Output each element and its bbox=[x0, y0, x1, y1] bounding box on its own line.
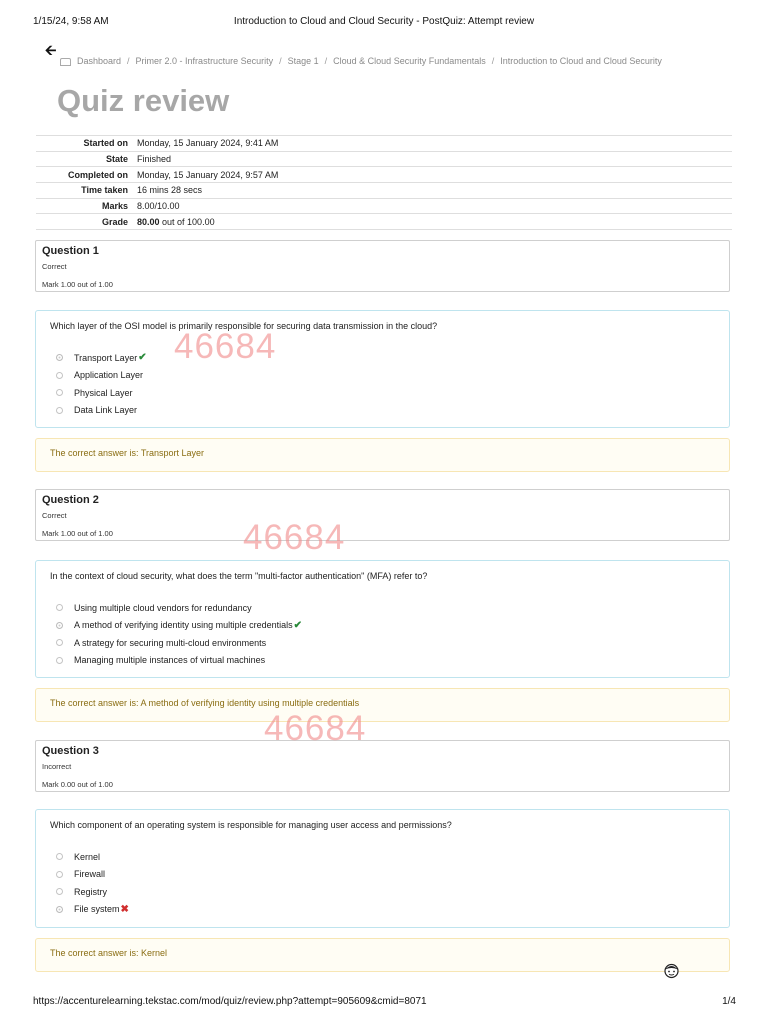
answer-label: A strategy for securing multi-cloud environments bbox=[74, 637, 267, 648]
cross-icon: ✖ bbox=[120, 903, 129, 915]
correct-answer-text: The correct answer is: Transport Layer bbox=[50, 448, 205, 458]
radio-button[interactable] bbox=[56, 888, 63, 895]
breadcrumb-separator: / bbox=[491, 56, 495, 66]
summary-label: Completed on bbox=[36, 167, 137, 183]
answer-label: File system bbox=[74, 904, 120, 915]
check-icon: ✔ bbox=[293, 619, 303, 631]
radio-button[interactable] bbox=[56, 639, 63, 646]
summary-label: Time taken bbox=[36, 183, 137, 199]
attempt-summary-table bbox=[36, 135, 732, 230]
radio-button[interactable] bbox=[56, 871, 63, 878]
grade-value: 80.00 bbox=[137, 216, 160, 227]
breadcrumb-course[interactable]: Primer 2.0 - Infrastructure Security bbox=[135, 56, 274, 66]
summary-row-marks bbox=[36, 198, 732, 214]
breadcrumb-separator: / bbox=[127, 56, 130, 66]
breadcrumb-section[interactable]: Cloud & Cloud Security Fundamentals bbox=[333, 56, 486, 66]
breadcrumb-activity[interactable]: Introduction to Cloud and Cloud Security bbox=[500, 56, 662, 66]
question-1-info bbox=[35, 240, 730, 292]
answer-label: Using multiple cloud vendors for redundancy bbox=[74, 602, 252, 613]
radio-button[interactable] bbox=[56, 389, 63, 396]
answer-option[interactable] bbox=[56, 617, 302, 635]
radio-button[interactable] bbox=[56, 657, 63, 664]
question-3-feedback bbox=[35, 938, 730, 972]
watermark: 46684 bbox=[243, 518, 346, 557]
radio-button[interactable] bbox=[56, 604, 63, 611]
summary-row-time bbox=[36, 183, 732, 199]
mascot-face-icon[interactable] bbox=[663, 962, 680, 979]
question-text: In the context of cloud security, what does the term "multi-factor authentication" (MFA) refer to? bbox=[50, 571, 428, 581]
breadcrumb-separator: / bbox=[324, 56, 328, 66]
summary-value: 16 mins 28 secs bbox=[137, 183, 732, 199]
breadcrumb-separator: / bbox=[279, 56, 282, 66]
summary-label: Grade bbox=[36, 214, 137, 230]
question-number: Question 3 bbox=[42, 745, 99, 757]
print-title: Introduction to Cloud and Cloud Security - PostQuiz: Attempt review bbox=[233, 16, 535, 27]
question-2-info bbox=[35, 489, 730, 541]
watermark: 46684 bbox=[174, 327, 277, 366]
answer-label: A method of verifying identity using multiple credentials bbox=[74, 620, 293, 631]
answer-option[interactable] bbox=[56, 866, 129, 884]
question-1-feedback bbox=[35, 438, 730, 472]
grade-out-of: out of 100.00 bbox=[159, 216, 215, 227]
question-mark: Mark 0.00 out of 1.00 bbox=[42, 780, 113, 789]
watermark: 46684 bbox=[264, 709, 367, 748]
summary-label: State bbox=[36, 151, 137, 167]
breadcrumb-dashboard[interactable]: Dashboard bbox=[77, 56, 122, 66]
radio-button[interactable] bbox=[56, 853, 63, 860]
arrow-left-icon[interactable]: 🡨 bbox=[45, 42, 57, 58]
print-header bbox=[0, 16, 768, 30]
home-icon[interactable] bbox=[60, 58, 71, 66]
question-3-info bbox=[35, 740, 730, 792]
summary-value: Finished bbox=[137, 151, 732, 167]
question-3-content bbox=[35, 809, 730, 928]
answer-option[interactable] bbox=[56, 883, 129, 901]
correct-answer-text: The correct answer is: Kernel bbox=[50, 948, 168, 958]
summary-value: Monday, 15 January 2024, 9:57 AM bbox=[137, 167, 732, 183]
summary-row-grade bbox=[36, 214, 732, 230]
question-text: Which component of an operating system is responsible for managing user access and permissions? bbox=[50, 820, 452, 830]
breadcrumb-stage[interactable]: Stage 1 bbox=[287, 56, 319, 66]
question-2-content bbox=[35, 560, 730, 678]
answer-option[interactable] bbox=[56, 402, 147, 420]
radio-selected[interactable] bbox=[56, 354, 63, 361]
answer-label: Physical Layer bbox=[74, 387, 133, 398]
summary-value: 8.00/10.00 bbox=[137, 198, 732, 214]
answer-label: Application Layer bbox=[74, 370, 144, 381]
question-state: Correct bbox=[42, 262, 67, 271]
answer-option[interactable] bbox=[56, 599, 302, 617]
radio-selected[interactable] bbox=[56, 906, 63, 913]
question-mark: Mark 1.00 out of 1.00 bbox=[42, 280, 113, 289]
answer-option[interactable] bbox=[56, 848, 129, 866]
answer-label: Firewall bbox=[74, 869, 106, 880]
summary-label: Marks bbox=[36, 198, 137, 214]
answer-label: Kernel bbox=[74, 851, 101, 862]
print-url: https://accenturelearning.tekstac.com/mod/quiz/review.php?attempt=905609&cmid=8071 bbox=[33, 996, 427, 1007]
answer-label: Data Link Layer bbox=[74, 405, 138, 416]
answer-option[interactable] bbox=[56, 367, 147, 385]
page-title: Quiz review bbox=[57, 83, 230, 118]
summary-row-state bbox=[36, 151, 732, 167]
correct-answer-text: The correct answer is: A method of verifying identity using multiple credentials bbox=[50, 698, 360, 708]
answer-option[interactable] bbox=[56, 349, 147, 367]
summary-label: Started on bbox=[36, 136, 137, 152]
question-text: Which layer of the OSI model is primarily responsible for securing data transmission in the cloud? bbox=[50, 321, 438, 331]
breadcrumb bbox=[60, 56, 662, 66]
print-footer bbox=[0, 996, 768, 1010]
answer-list bbox=[56, 848, 129, 918]
question-1-content bbox=[35, 310, 730, 428]
answer-option[interactable] bbox=[56, 652, 302, 670]
question-state: Correct bbox=[42, 511, 67, 520]
summary-value bbox=[137, 214, 732, 230]
answer-option[interactable] bbox=[56, 384, 147, 402]
summary-row-completed bbox=[36, 167, 732, 183]
question-state: Incorrect bbox=[42, 762, 72, 771]
summary-value: Monday, 15 January 2024, 9:41 AM bbox=[137, 136, 732, 152]
print-page-number: 1/4 bbox=[722, 996, 736, 1007]
radio-button[interactable] bbox=[56, 372, 63, 379]
check-icon: ✔ bbox=[138, 352, 147, 364]
answer-list bbox=[56, 349, 147, 419]
question-number: Question 2 bbox=[42, 494, 99, 506]
answer-option[interactable] bbox=[56, 634, 302, 652]
answer-option[interactable] bbox=[56, 901, 129, 919]
question-mark: Mark 1.00 out of 1.00 bbox=[42, 529, 113, 538]
answer-list bbox=[56, 599, 302, 669]
print-date: 1/15/24, 9:58 AM bbox=[33, 16, 109, 27]
summary-row-started bbox=[36, 136, 732, 152]
radio-button[interactable] bbox=[56, 407, 63, 414]
answer-label: Transport Layer bbox=[74, 352, 138, 363]
question-number: Question 1 bbox=[42, 245, 99, 257]
answer-label: Registry bbox=[74, 886, 108, 897]
radio-selected[interactable] bbox=[56, 622, 63, 629]
answer-label: Managing multiple instances of virtual machines bbox=[74, 655, 266, 666]
question-2-feedback bbox=[35, 688, 730, 722]
